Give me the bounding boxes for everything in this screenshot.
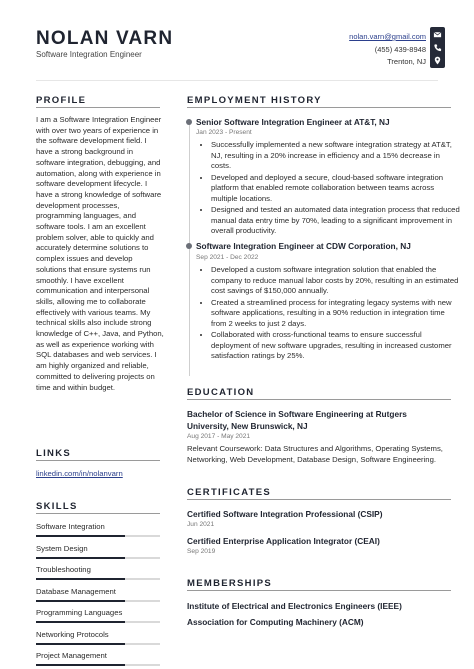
timeline-dot: [186, 243, 192, 249]
skill-level-track: [36, 535, 160, 537]
certificates-rule: [187, 499, 451, 500]
profile-rule: [36, 107, 160, 108]
skill-level-fill: [36, 664, 125, 666]
job-title-2: Software Integration Engineer at CDW Corporation, NJ: [196, 241, 411, 251]
job-title-subtitle: Software Integration Engineer: [36, 50, 142, 59]
certificate-date-2: Sep 2019: [187, 548, 216, 555]
header-divider: [36, 80, 438, 81]
skill-level-fill: [36, 600, 125, 602]
skill-level-fill: [36, 557, 125, 559]
job-date-1: Jan 2023 - Present: [196, 129, 252, 136]
skill-label: Troubleshooting: [36, 565, 91, 574]
skill-label: Software Integration: [36, 522, 105, 531]
skill-level-track: [36, 578, 160, 580]
skill-label: Project Management: [36, 651, 107, 660]
list-item: • Successfully implemented a new software integration strategy at AT&T, NJ, resulting in a 20% increase in efficiency and a 15% decrease in costs.: [211, 140, 461, 172]
links-rule: [36, 460, 160, 461]
contact-block: [349, 31, 426, 69]
membership-item-1: Institute of Electrical and Electronics Engineers (IEEE): [187, 601, 402, 611]
skill-label: Database Management: [36, 586, 116, 596]
skill-level-track: [36, 600, 160, 602]
skill-level-fill: [36, 578, 125, 580]
phone-text: (455) 439-8948: [374, 44, 426, 54]
skill-level-fill: [36, 621, 125, 623]
timeline-dot: [186, 119, 192, 125]
skill-level-fill: [36, 535, 125, 537]
skill-level-track: [36, 557, 160, 559]
skill-item: [36, 565, 160, 580]
education-coursework: Relevant Coursework: Data Structures and Algorithms, Operating Systems, Networking, Web Development, Database Design, Software Engineering.: [187, 444, 443, 464]
links-heading: LINKS: [36, 448, 71, 459]
certificates-heading: CERTIFICATES: [187, 487, 272, 498]
memberships-heading: MEMBERSHIPS: [187, 578, 273, 589]
skill-item: [36, 587, 160, 602]
skill-level-track: [36, 621, 160, 623]
certificate-date-1: Jun 2021: [187, 521, 215, 528]
skill-level-fill: [36, 643, 125, 645]
job-title-1: Senior Software Integration Engineer at AT&T, NJ: [196, 117, 390, 127]
memberships-rule: [187, 590, 451, 591]
list-item: • Created a streamlined process for integrating legacy systems with new software applications, resulting in a 90% reduction in integration time from 2 weeks to just 2 days.: [211, 298, 461, 330]
skill-item: [36, 544, 160, 559]
skill-label: System Design: [36, 543, 88, 553]
skill-item: [36, 630, 160, 645]
education-rule: [187, 399, 451, 400]
employment-timeline: [189, 124, 190, 376]
education-date: Aug 2017 - May 2021: [187, 433, 251, 440]
envelope-icon: [433, 30, 442, 39]
education-degree: Bachelor of Science in Software Engineering at Rutgers University, New Brunswick, NJ: [187, 409, 407, 431]
certificate-name-1: Certified Software Integration Professional (CSIP): [187, 509, 383, 519]
list-item: • Developed and deployed a secure, cloud-based software integration platform that enabled remote collaboration between teams across multiple locations.: [211, 173, 461, 205]
employment-heading: EMPLOYMENT HISTORY: [187, 95, 322, 106]
skills-rule: [36, 513, 160, 514]
linkedin-link[interactable]: linkedin.com/in/nolanvarn: [36, 469, 123, 478]
profile-heading: PROFILE: [36, 95, 87, 106]
membership-item-2: Association for Computing Machinery (ACM): [187, 617, 364, 627]
certificate-name-2: Certified Enterprise Application Integrator (CEAI): [187, 536, 380, 546]
skills-heading: SKILLS: [36, 501, 78, 512]
candidate-name: NOLAN VARN: [36, 28, 174, 49]
location-text: Trenton, NJ: [387, 57, 426, 66]
list-item: • Developed a custom software integration solution that enabled the company to reduce manual labor costs by 20%, resulting in an estimated cost savings of $150,000 annually.: [211, 265, 461, 297]
job-bullets-1: [199, 140, 461, 238]
location-pin-icon: [433, 56, 442, 65]
list-item: • Designed and tested an automated data integration process that reduced manual data entry time by 70%, leading to a significant improvement in overall productivity.: [211, 205, 461, 237]
email-link[interactable]: nolan.varn@gmail.com: [349, 32, 426, 41]
list-item: • Collaborated with cross-functional teams to ensure successful deployment of new software upgrades, resulting in increased customer satisfaction ratings by 25%.: [211, 330, 461, 362]
employment-rule: [187, 107, 451, 108]
skill-level-track: [36, 643, 160, 645]
skill-label: Programming Languages: [36, 608, 123, 617]
skill-item: [36, 522, 160, 537]
education-heading: EDUCATION: [187, 387, 255, 398]
skill-level-track: [36, 664, 160, 666]
job-date-2: Sep 2021 - Dec 2022: [196, 254, 259, 261]
phone-icon: [433, 43, 442, 52]
skill-item: [36, 608, 160, 623]
profile-text: I am a Software Integration Engineer with over two years of experience in the software development field. I have a strong background in software integration, debugging, and automation, along with experience in software development lifecycle. I have a strong knowledge of software development processes, programming languages, and software tools. I am an excellent problem solver, able to quickly and accurately determine solutions to complex issues and develop solutions that ensure systems run smoothly. I have excellent communication and interpersonal skills, allowing me to collaborate effectively with various teams. My technical skills also include strong knowledge of C++, Java, and Python, as well as experience working with SQL databases and web services. I am highly organized and reliable, committed to delivering projects on time and within budget.: [36, 115, 164, 392]
skill-item: [36, 651, 160, 666]
job-bullets-2: [199, 265, 461, 363]
contact-icon-bar: [430, 27, 445, 68]
skill-label: Networking Protocols: [36, 629, 109, 639]
